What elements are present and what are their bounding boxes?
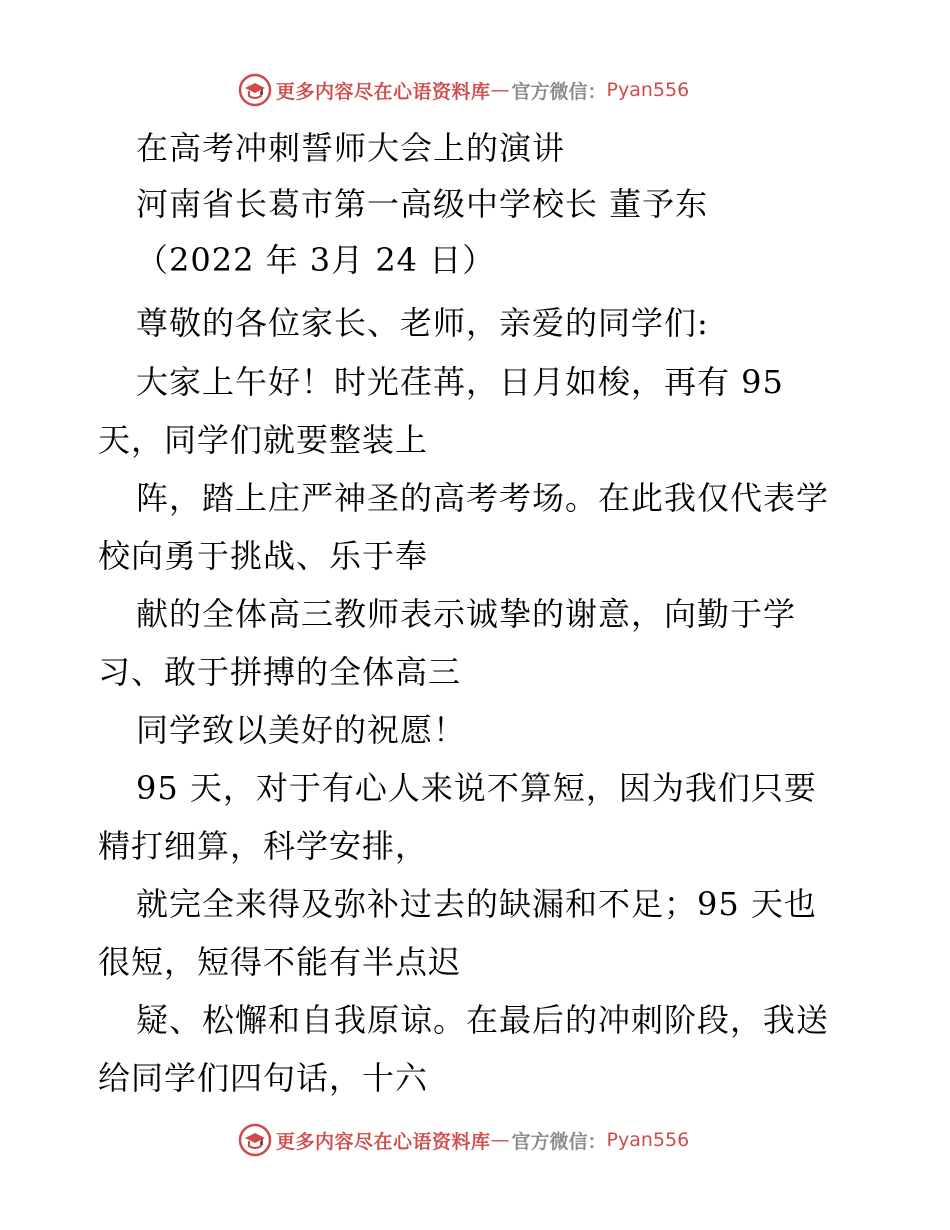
watermark-text: 更多内容尽在心语资料库: [276, 80, 491, 103]
paragraph-line: 很短，短得不能有半点迟: [98, 943, 462, 981]
watermark-wechat-label: 官方微信：: [511, 80, 607, 103]
watermark-wechat-label: 官方微信：: [511, 1130, 607, 1153]
paragraph-line: 疑、松懈和自我原谅。在最后的冲刺阶段，我送: [136, 1001, 830, 1039]
salutation: 尊敬的各位家长、老师，亲爱的同学们:: [136, 304, 709, 342]
paragraph-line: 精打细算，科学安排，: [98, 827, 429, 865]
speech-title: 在高考冲刺誓师大会上的演讲: [136, 129, 566, 167]
paragraph-line: 习、敢于拼搏的全体高三: [98, 653, 462, 691]
paragraph-line: 献的全体高三教师表示诚挚的谢意，向勤于学: [136, 595, 797, 633]
paragraph-line: 95 天，对于有心人来说不算短，因为我们只要: [136, 769, 817, 807]
watermark-header: [238, 72, 689, 108]
speaker-byline: 河南省长葛市第一高级中学校长 董予东: [136, 185, 709, 223]
watermark-wechat-id: Pyan556: [606, 1129, 690, 1151]
paragraph-line: 就完全来得及弥补过去的缺漏和不足；95 天也: [136, 885, 817, 923]
paragraph-line: 阵，踏上庄严神圣的高考考场。在此我仅代表学: [136, 479, 830, 517]
paragraph-line: 同学致以美好的祝愿！: [136, 711, 467, 749]
paragraph-line: 天，同学们就要整装上: [98, 421, 429, 459]
mortarboard-logo-icon: [238, 73, 272, 107]
mortarboard-logo-icon: [238, 1123, 272, 1157]
watermark-wechat-id: Pyan556: [606, 79, 690, 101]
paragraph-line: 大家上午好！时光荏苒，日月如梭，再有 95: [136, 363, 784, 401]
paragraph-line: 给同学们四句话，十六: [98, 1059, 429, 1097]
watermark-dash: —: [490, 1129, 510, 1151]
watermark-text: 更多内容尽在心语资料库: [276, 1130, 491, 1153]
watermark-dash: —: [490, 79, 510, 101]
speech-date: （2022 年 3月 24 日）: [136, 241, 496, 279]
paragraph-line: 校向勇于挑战、乐于奉: [98, 537, 429, 575]
watermark-footer: [238, 1122, 689, 1158]
